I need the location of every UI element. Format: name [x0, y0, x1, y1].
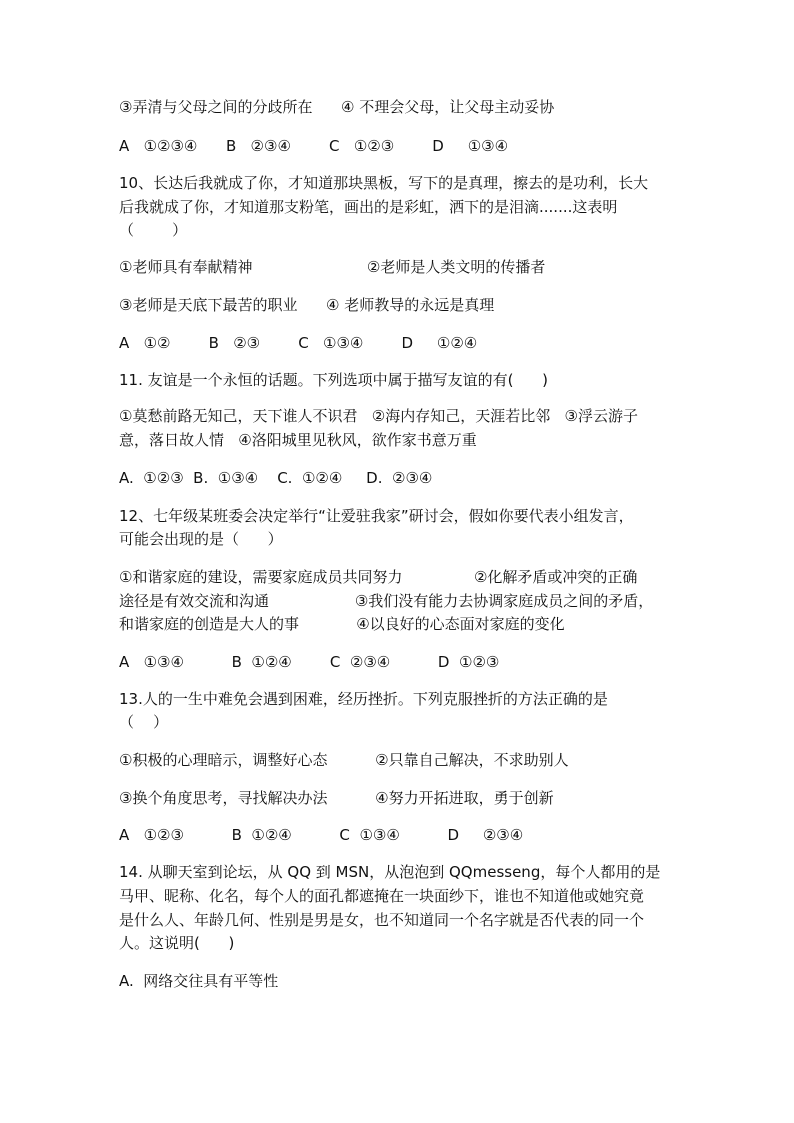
question-11-answer-choices: A. ①②③ B. ①③④ C. ①②④ D. ②③④: [119, 469, 433, 487]
question-10-answer-choices: A ①② B ②③ C ①③④ D ①②④: [119, 334, 478, 352]
question-10-option-line-1: ①老师具有奉献精神 ②老师是人类文明的传播者: [119, 258, 546, 276]
question-12-stem-line-1: 12、七年级某班委会决定举行“让爱驻我家”研讨会，假如你要代表小组发言，: [119, 507, 634, 525]
question-12-option-line-1: ①和谐家庭的建设，需要家庭成员共同努力 ②化解矛盾或冲突的正确: [119, 568, 638, 586]
question-13-option-line-2: ③换个角度思考，寻找解决办法 ④努力开拓进取，勇于创新: [119, 789, 554, 807]
question-10-stem-line-2: 后我就成了你，才知道那支粉笔，画出的是彩虹，洒下的是泪滴.......这表明: [119, 198, 618, 216]
question-13-blank: （ ）: [119, 713, 169, 731]
question-13-option-line-1: ①积极的心理暗示，调整好心态 ②只靠自己解决，不求助别人: [119, 751, 569, 769]
question-9-answer-choices: A ①②③④ B ②③④ C ①②③ D ①③④: [119, 137, 509, 155]
question-13-answer-choices: A ①②③ B ①②④ C ①③④ D ②③④: [119, 826, 524, 844]
question-14-stem-line-3: 是什么人、年龄几何、性别是男是女，也不知道同一个名字就是否代表的同一个: [119, 911, 645, 929]
question-12-option-line-3: 和谐家庭的创造是大人的事 ④以良好的心态面对家庭的变化: [119, 615, 565, 633]
question-10-option-line-2: ③老师是天底下最苦的职业 ④ 老师教导的永远是真理: [119, 296, 495, 314]
question-14-option-a: A. 网络交往具有平等性: [119, 972, 279, 990]
question-14-stem-line-4: 人。这说明( ): [119, 934, 235, 952]
question-12-option-line-2: 途径是有效交流和沟通 ③我们没有能力去协调家庭成员之间的矛盾，: [119, 592, 654, 610]
question-11-option-line-2: 意，落日故人情 ④洛阳城里见秋风，欲作家书意万重: [119, 431, 477, 449]
question-9-option-line-2: ③弄清与父母之间的分歧所在 ④ 不理会父母，让父母主动妥协: [119, 98, 555, 116]
question-11-option-line-1: ①莫愁前路无知己，天下谁人不识君 ②海内存知己，天涯若比邻 ③浮云游子: [119, 407, 638, 425]
question-10-blank: （ ）: [119, 221, 188, 239]
question-10-stem-line-1: 10、长达后我就成了你，才知道那块黑板，写下的是真理，擦去的是功利，长大: [119, 174, 649, 192]
question-14-stem-line-2: 马甲、昵称、化名，每个人的面孔都遮掩在一块面纱下，谁也不知道他或她究竟: [119, 887, 645, 905]
question-12-answer-choices: A ①③④ B ①②④ C ②③④ D ①②③: [119, 653, 500, 671]
question-12-stem-line-2: 可能会出现的是（ ）: [119, 530, 283, 548]
question-14-stem-line-1: 14. 从聊天室到论坛，从 QQ 到 MSN，从泡泡到 QQmesseng，每个人都用的是: [119, 863, 661, 881]
question-13-stem: 13.人的一生中难免会遇到困难，经历挫折。下列克服挫折的方法正确的是: [119, 690, 608, 708]
question-11-stem: 11. 友谊是一个永恒的话题。下列选项中属于描写友谊的有( ): [119, 371, 548, 389]
